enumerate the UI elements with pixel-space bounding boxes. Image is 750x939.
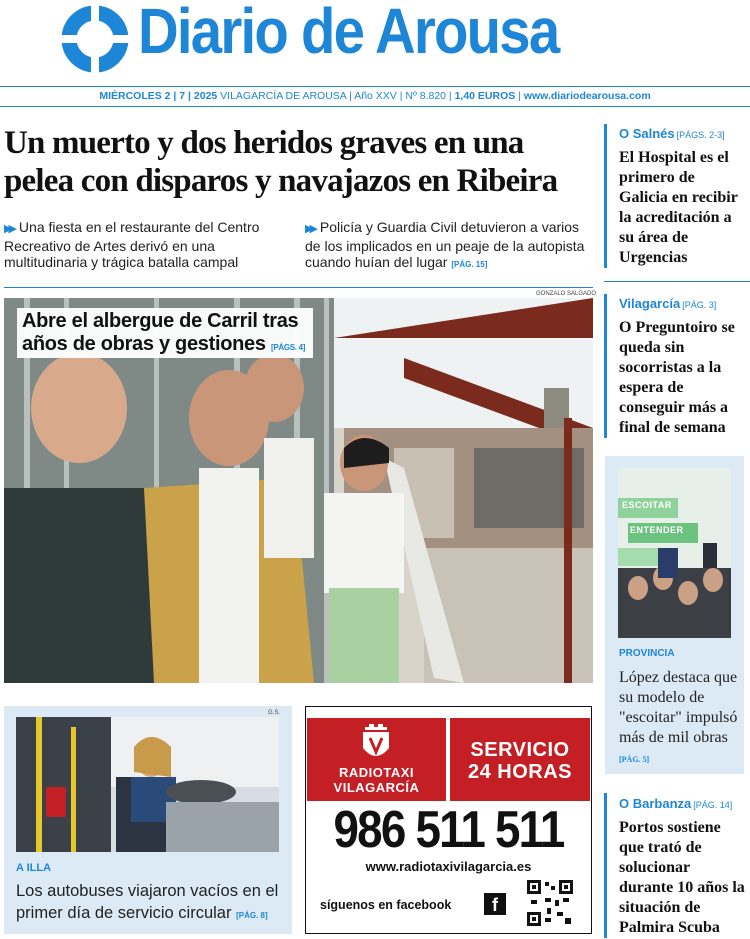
photo-caption[interactable] [22, 310, 322, 359]
provincia-banner-2: ENTENDER [630, 525, 684, 535]
radiotaxi-brand-line1: RADIOTAXI [338, 765, 415, 780]
salnes-section-label: O Salnés [619, 126, 675, 141]
issue-price: 1,40 EUROS [454, 90, 516, 102]
newspaper-logo-icon [60, 4, 130, 74]
double-arrow-icon: ▶▶ [4, 223, 13, 235]
radiotaxi-facebook-text[interactable]: síguenos en facebook [320, 898, 452, 912]
bus-photo [16, 717, 279, 852]
section-accent-bar [604, 294, 607, 438]
masthead-rule-top [0, 86, 750, 87]
radiotaxi-brand [307, 765, 446, 795]
lead-headline[interactable]: Un muerto y dos heridos graves en una pelea con disparos y navajazos en Ribeira [4, 125, 558, 199]
barbanza-section-label: O Barbanza [619, 796, 692, 811]
bus-story-headline: Los autobuses viajaron vacíos en el primer día de servicio circular [16, 882, 279, 922]
page-reference: [PÁG. 15] [451, 260, 488, 269]
provincia-story-text: López destaca que su modelo de "escoitar" impulsó más de mil obras [619, 669, 738, 746]
provincia-section-label: PROVINCIA [619, 648, 675, 659]
radiotaxi-phone[interactable]: 986 511 511 [333, 801, 564, 859]
page-reference: [PÁG. 14] [693, 800, 733, 810]
barbanza-story[interactable]: Portos sostiene que trató de solucionar durante 10 años la situación de Palmira Scuba [619, 819, 745, 936]
page-reference: [PÁGS. 2-3] [676, 130, 725, 140]
bus-section-label: A ILLA [16, 862, 52, 874]
page-reference: [PÁG. 8] [236, 911, 268, 920]
vilagarcia-story[interactable]: O Preguntoiro se queda sin socorristas a la espera de conseguir más a final de semana [619, 319, 735, 436]
issue-place: VILAGARCÍA DE AROUSA [220, 90, 347, 102]
double-arrow-icon: ▶▶ [305, 223, 314, 235]
provincia-photo [618, 468, 731, 638]
bus-story-text[interactable] [16, 880, 288, 927]
radiotaxi-crown-logo-icon [359, 724, 393, 764]
salnes-story[interactable]: El Hospital es el primero de Galicia en recibir la acreditación a su área de Urgencias [619, 149, 738, 266]
lead-subhead-2-text: Policía y Guardia Civil detuvieron a varios de los implicados en un peaje de la autopista cuando huían del lugar [305, 219, 585, 270]
qr-code-icon[interactable] [527, 880, 573, 926]
radiotaxi-brand-line2: VILAGARCÍA [333, 780, 420, 795]
vilagarcia-section-label: Vilagarcía [619, 296, 681, 311]
barbanza-section [619, 795, 750, 813]
radiotaxi-service [450, 739, 590, 783]
masthead-rule-bottom [0, 106, 750, 107]
bus-photo-credit: G.S. [268, 710, 281, 716]
provincia-story[interactable] [619, 668, 743, 770]
photo-credit: GONZALO SALGADO [536, 291, 597, 297]
provincia-banner-1: ESCOITAR [622, 500, 672, 510]
vilagarcia-section [619, 295, 750, 313]
radiotaxi-website[interactable]: www.radiotaxivilagarcia.es [365, 859, 532, 874]
facebook-icon[interactable]: f [484, 893, 506, 915]
radiotaxi-service-line1: SERVICIO [470, 739, 570, 761]
newspaper-title: Diario de Arousa [138, 0, 559, 67]
page-reference: [PÁGS. 4] [270, 343, 306, 352]
issue-date: MIÉRCOLES 2 | 7 | 2025 [99, 90, 218, 102]
lead-subhead-2 [305, 219, 593, 274]
issue-number: Nº 8.820 [405, 90, 447, 102]
page-reference: [PÁG. 5] [619, 755, 650, 764]
section-accent-bar [604, 793, 607, 938]
photo-caption-text: Abre el albergue de Carril tras años de obras y gestiones [22, 310, 299, 355]
page-reference: [PÁG. 3] [682, 300, 717, 310]
issue-year: Año XXV [354, 90, 397, 102]
section-divider [604, 281, 750, 282]
salnes-section [619, 125, 750, 143]
radiotaxi-service-line2: 24 HORAS [467, 761, 573, 783]
section-divider [4, 287, 593, 288]
lead-subhead-1 [4, 219, 292, 271]
lead-subhead-1-text: Una fiesta en el restaurante del Centro Recreativo de Artes derivó en una multitudinaria y trágica batalla campal [4, 219, 260, 270]
website-link[interactable]: www.diariodearousa.com [523, 90, 651, 102]
section-accent-bar [604, 124, 607, 268]
dateline: MIÉRCOLES 2 | 7 | 2025 VILAGARCÍA DE AROUSA | Año XXV | Nº 8.820 | 1,40 EUROS | www.diariodearousa.com [99, 90, 651, 102]
